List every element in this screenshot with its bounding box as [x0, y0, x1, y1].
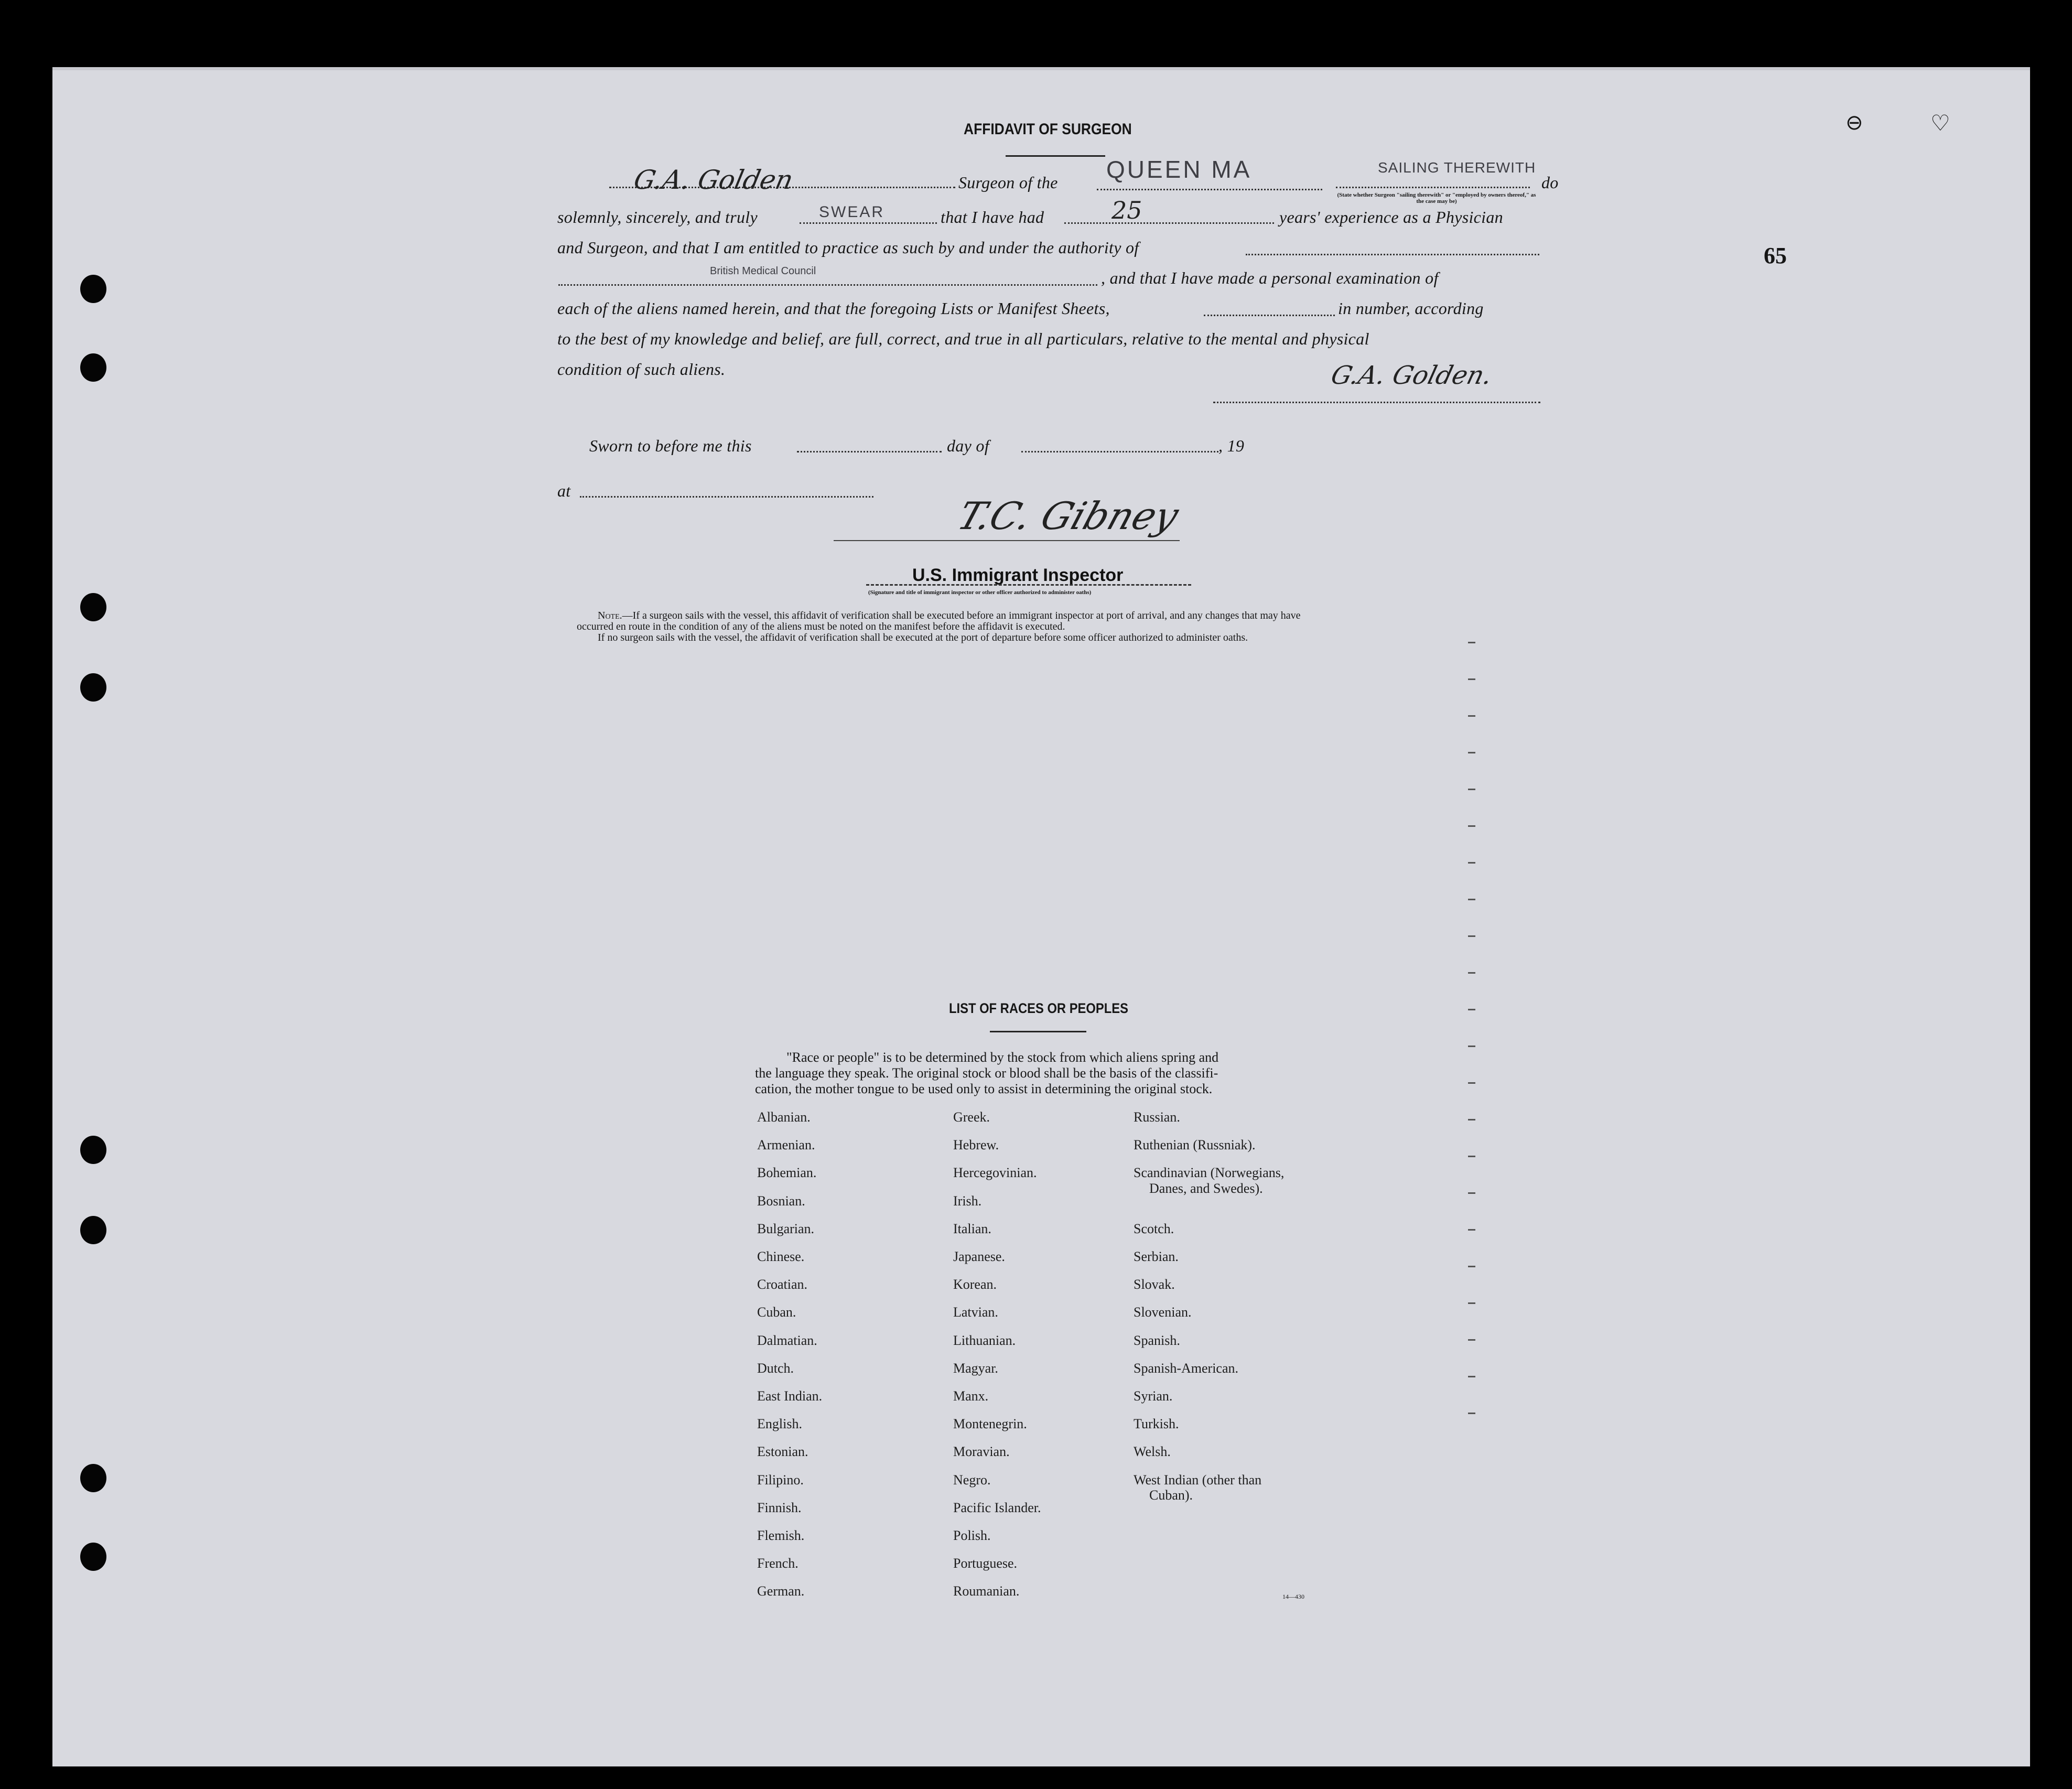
- races-title-underline: [990, 1031, 1086, 1032]
- sheets-count-line: [1204, 315, 1335, 316]
- sailing-status-line: [1336, 187, 1530, 188]
- race-item: Scotch.: [1134, 1221, 1174, 1236]
- margin-tick-mark: [1468, 1156, 1475, 1157]
- race-item: Korean.: [953, 1277, 997, 1292]
- race-item: Turkish.: [1134, 1416, 1179, 1432]
- margin-tick-mark: [1468, 715, 1475, 717]
- race-item: Croatian.: [757, 1277, 808, 1292]
- years-handwriting: 25: [1111, 196, 1142, 224]
- race-item: Finnish.: [757, 1500, 802, 1515]
- line2-a: solemnly, sincerely, and truly: [557, 208, 758, 227]
- margin-tick-mark: [1468, 1119, 1475, 1120]
- race-item: Portuguese.: [953, 1556, 1018, 1571]
- race-item: English.: [757, 1416, 802, 1432]
- affidavit-title: AFFIDAVIT OF SURGEON: [964, 121, 1132, 138]
- page-number: 65: [1764, 243, 1787, 268]
- corner-mark-icon: ⊖: [1846, 111, 1863, 134]
- races-intro: [755, 1050, 1218, 1097]
- title-underline: [1006, 155, 1105, 157]
- authority-line-2: [558, 284, 1097, 286]
- line6: to the best of my knowledge and belief, are full, correct, and true in all particulars, relative to the mental and physical: [557, 329, 1369, 348]
- race-item: Polish.: [953, 1528, 991, 1543]
- margin-tick-mark: [1468, 1082, 1475, 1084]
- race-item: Danes, and Swedes).: [1149, 1180, 1263, 1196]
- swear-stamp: SWEAR: [819, 203, 885, 221]
- sworn-label-c: , 19: [1218, 436, 1245, 455]
- margin-tick-mark: [1468, 1413, 1475, 1414]
- margin-tick-mark: [1468, 789, 1475, 790]
- races-intro-line-3: cation, the mother tongue to be used only to assist in determining the original stock.: [755, 1081, 1213, 1096]
- sworn-day-line: [797, 451, 942, 452]
- race-item: Pacific Islander.: [953, 1500, 1041, 1515]
- punch-hole: [80, 1543, 106, 1571]
- race-item: Spanish.: [1134, 1332, 1180, 1348]
- margin-tick-mark: [1468, 899, 1475, 900]
- inspector-title-line: [866, 584, 1191, 586]
- race-item: French.: [757, 1556, 798, 1571]
- state-whether-note: (State whether Surgeon "sailing therewith" or "employed by owners thereof," as the case may be): [1337, 192, 1536, 204]
- swear-line: [800, 222, 937, 224]
- race-item: Montenegrin.: [953, 1416, 1027, 1432]
- corner-mark-icon: ♡: [1930, 112, 1950, 136]
- margin-tick-mark: [1468, 1192, 1475, 1194]
- race-item: Serbian.: [1134, 1249, 1179, 1264]
- race-item: Armenian.: [757, 1137, 815, 1153]
- note-paragraph: [577, 610, 1301, 643]
- line2-c: years' experience as a Physician: [1279, 208, 1503, 227]
- margin-tick-mark: [1468, 862, 1475, 864]
- margin-tick-mark: [1468, 1229, 1475, 1231]
- line5-a: each of the aliens named herein, and that the foregoing Lists or Manifest Sheets,: [557, 299, 1110, 318]
- race-item: Magyar.: [953, 1360, 998, 1376]
- document-page: [52, 67, 2030, 1766]
- line5-b: in number, according: [1338, 299, 1484, 318]
- margin-tick-mark: [1468, 1339, 1475, 1341]
- race-item: West Indian (other than: [1134, 1472, 1262, 1488]
- line2-b: that I have had: [941, 208, 1044, 227]
- punch-hole: [80, 1136, 106, 1164]
- margin-tick-mark: [1468, 1376, 1475, 1377]
- race-item: Manx.: [953, 1388, 989, 1404]
- race-item: Cuban).: [1149, 1487, 1193, 1503]
- margin-tick-mark: [1468, 972, 1475, 974]
- race-item: Italian.: [953, 1221, 991, 1236]
- sworn-label-a: Sworn to before me this: [589, 436, 752, 455]
- line3: and Surgeon, and that I am entitled to practice as such by and under the authority of: [557, 238, 1139, 257]
- races-intro-line-1: "Race or people" is to be determined by the stock from which aliens spring and: [786, 1050, 1219, 1065]
- sailing-status-stamp: SAILING THEREWITH: [1378, 159, 1536, 176]
- margin-tick-mark: [1468, 678, 1475, 680]
- race-item: Dalmatian.: [757, 1332, 817, 1348]
- authority-stamp: British Medical Council: [710, 265, 816, 277]
- form-number: 14—430: [1282, 1593, 1304, 1600]
- race-item: East Indian.: [757, 1388, 823, 1404]
- race-item: Albanian.: [757, 1109, 811, 1125]
- race-item: Japanese.: [953, 1249, 1005, 1264]
- margin-tick-mark: [1468, 825, 1475, 827]
- margin-tick-mark: [1468, 1266, 1475, 1267]
- sworn-label-b: day of: [947, 436, 989, 455]
- note-line-1: —If a surgeon sails with the vessel, this affidavit of verification shall be executed before an immigrant inspector at port of arrival, and any changes that may have: [622, 610, 1301, 621]
- inspector-signature-line: [834, 540, 1180, 541]
- race-item: Lithuanian.: [953, 1332, 1016, 1348]
- race-item: Filipino.: [757, 1472, 804, 1488]
- punch-hole: [80, 353, 106, 382]
- inspector-title-stamp: U.S. Immigrant Inspector: [912, 565, 1124, 585]
- race-item: Welsh.: [1134, 1444, 1171, 1460]
- race-item: Slovenian.: [1134, 1305, 1192, 1320]
- line7: condition of such aliens.: [557, 360, 726, 379]
- sworn-month-line: [1021, 451, 1218, 452]
- race-item: Russian.: [1134, 1109, 1180, 1125]
- ship-name-line: [1097, 189, 1322, 190]
- race-item: Chinese.: [757, 1249, 805, 1264]
- do-label: do: [1541, 173, 1559, 192]
- race-item: Cuban.: [757, 1305, 796, 1320]
- ship-name-stamp: QUEEN MA: [1106, 156, 1252, 183]
- races-title: LIST OF RACES OR PEOPLES: [949, 1000, 1128, 1016]
- at-label: at: [557, 481, 571, 500]
- punch-hole: [80, 673, 106, 702]
- note-line-3: If no surgeon sails with the vessel, the affidavit of verification shall be executed at the port of departure before some officer authorized to administer oaths.: [598, 632, 1248, 643]
- margin-tick-mark: [1468, 1046, 1475, 1047]
- race-item: Ruthenian (Russniak).: [1134, 1137, 1256, 1153]
- race-item: Bulgarian.: [757, 1221, 815, 1236]
- margin-tick-mark: [1468, 1009, 1475, 1010]
- races-intro-line-2: the language they speak. The original stock or blood shall be the basis of the classifi-: [755, 1065, 1218, 1081]
- race-item: Latvian.: [953, 1305, 998, 1320]
- authority-line-1: [1246, 254, 1539, 255]
- years-line: [1064, 222, 1274, 224]
- race-item: Spanish-American.: [1134, 1360, 1239, 1376]
- inspector-signature: T.C. Gibney: [952, 494, 1184, 538]
- line4: , and that I have made a personal examination of: [1101, 268, 1439, 287]
- note-label: Note.: [598, 610, 622, 621]
- race-item: Hebrew.: [953, 1137, 999, 1153]
- surgeon-signature: G.A. Golden.: [1328, 361, 1495, 390]
- race-item: Syrian.: [1134, 1388, 1173, 1404]
- punch-hole: [80, 275, 106, 303]
- surgeon-signature-line: [1213, 402, 1540, 403]
- race-item: Hercegovinian.: [953, 1165, 1037, 1181]
- race-item: Bosnian.: [757, 1193, 805, 1209]
- race-item: Flemish.: [757, 1528, 805, 1543]
- inspector-caption: (Signature and title of immigrant inspector or other officer authorized to administer oaths): [868, 589, 1092, 596]
- race-item: Scandinavian (Norwegians,: [1134, 1165, 1285, 1181]
- note-line-2: occurred en route in the condition of any of the aliens must be noted on the manifest before the affidavit is executed.: [577, 621, 1065, 632]
- race-item: Negro.: [953, 1472, 991, 1488]
- punch-hole: [80, 593, 106, 621]
- race-item: Moravian.: [953, 1444, 1010, 1460]
- surgeon-name-handwriting: G.A. Golden: [631, 165, 796, 195]
- margin-tick-mark: [1468, 642, 1475, 643]
- margin-tick-mark: [1468, 752, 1475, 753]
- race-item: Greek.: [953, 1109, 990, 1125]
- race-item: Roumanian.: [953, 1583, 1020, 1599]
- surgeon-of-label: Surgeon of the: [958, 173, 1058, 192]
- race-item: Dutch.: [757, 1360, 794, 1376]
- margin-tick-mark: [1468, 1302, 1475, 1304]
- punch-hole: [80, 1464, 106, 1492]
- race-item: Bohemian.: [757, 1165, 817, 1181]
- at-location-line: [580, 496, 873, 498]
- race-item: Estonian.: [757, 1444, 808, 1460]
- margin-tick-mark: [1468, 935, 1475, 937]
- race-item: Slovak.: [1134, 1277, 1175, 1292]
- race-item: Irish.: [953, 1193, 982, 1209]
- race-item: German.: [757, 1583, 805, 1599]
- punch-hole: [80, 1216, 106, 1244]
